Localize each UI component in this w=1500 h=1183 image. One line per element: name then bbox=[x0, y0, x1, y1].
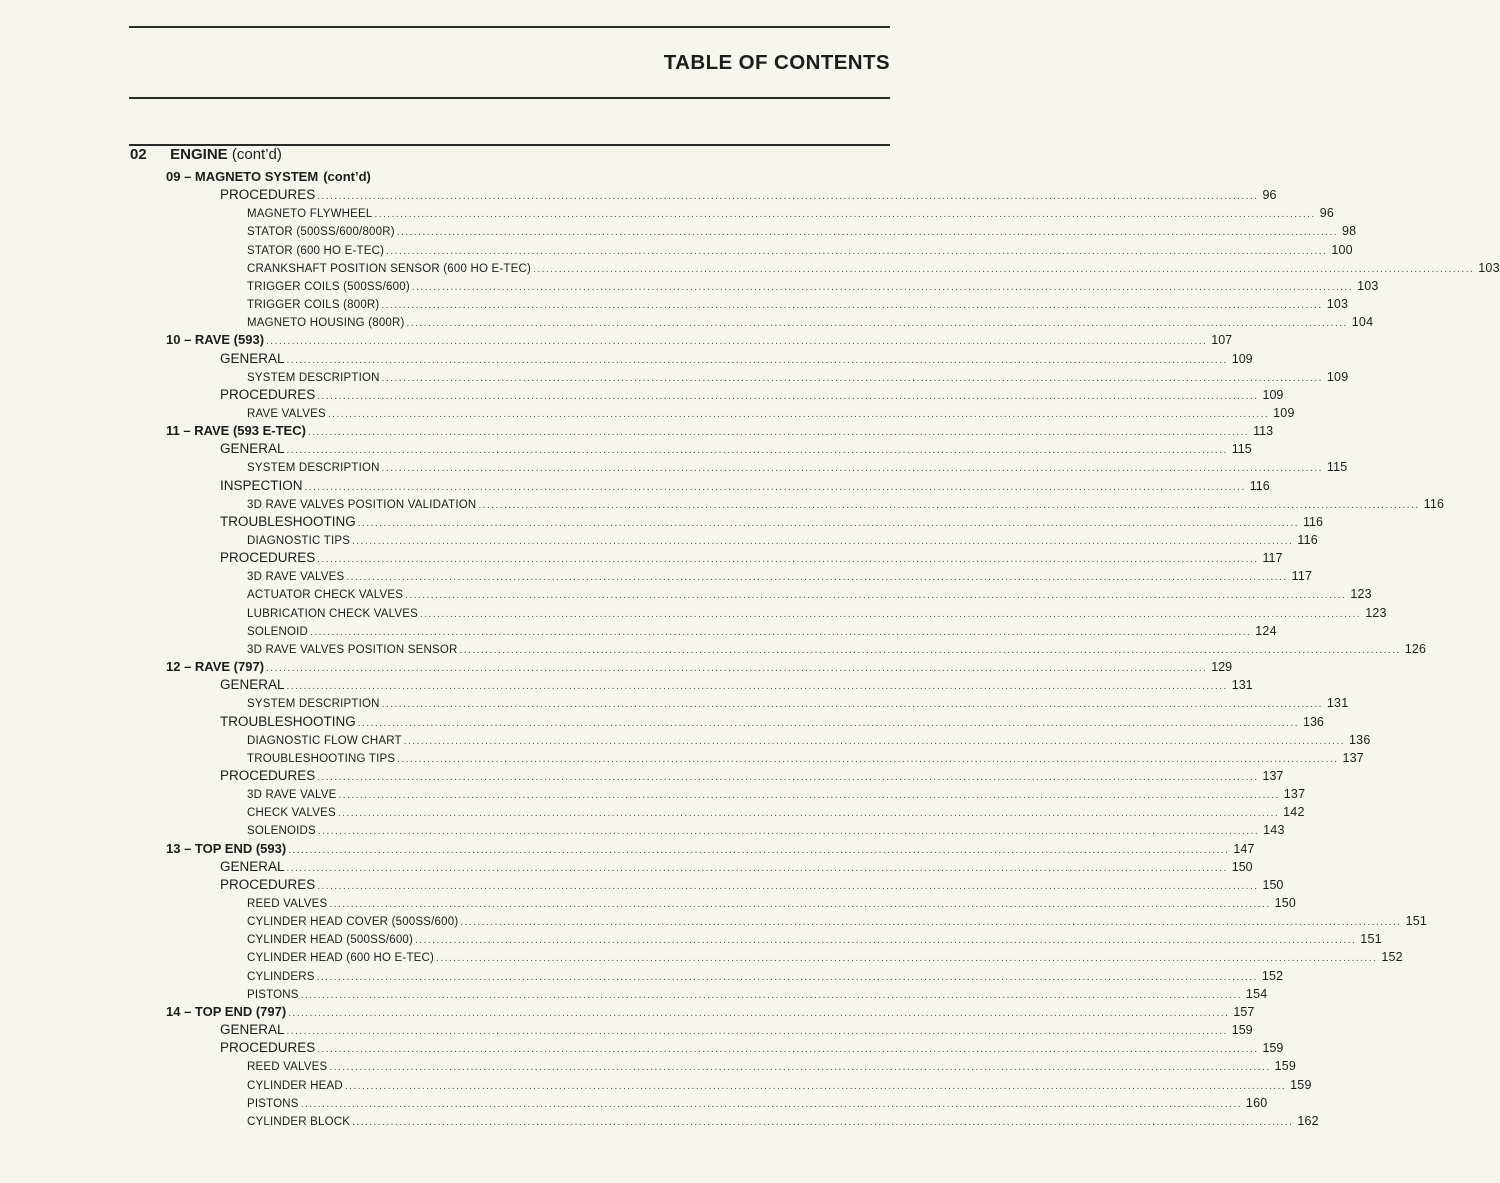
top-rule bbox=[129, 26, 890, 28]
toc-entry-page-number: 150 bbox=[1274, 896, 1297, 910]
toc-entry-level-3[interactable] bbox=[247, 948, 1403, 966]
toc-entry-label: CYLINDER HEAD (500SS/600) bbox=[247, 934, 414, 947]
dot-leader: ............................................................................................................................................................................................................................ bbox=[381, 372, 1323, 384]
dot-leader: ............................................................................................................................................................................................................................ bbox=[381, 463, 1323, 475]
toc-entry-page-number: 159 bbox=[1231, 1023, 1253, 1038]
toc-entry-level-3[interactable] bbox=[247, 204, 1335, 222]
toc-entry-page-number: 129 bbox=[1211, 660, 1233, 675]
toc-entry-level-3[interactable] bbox=[247, 785, 1306, 803]
toc-entry-level-3[interactable] bbox=[247, 259, 1500, 277]
toc-entry-page-number: 116 bbox=[1249, 478, 1270, 493]
dot-leader: ............................................................................................................................................................................................................................ bbox=[286, 354, 1228, 366]
toc-entry-page-number: 157 bbox=[1233, 1004, 1255, 1019]
toc-entry-level-3[interactable] bbox=[247, 404, 1295, 422]
toc-entry-page-number: 154 bbox=[1245, 986, 1268, 1001]
toc-entry-page-number: 159 bbox=[1262, 1041, 1284, 1056]
toc-entry-label: TROUBLESHOOTING bbox=[220, 713, 356, 729]
toc-entry-level-3[interactable] bbox=[247, 985, 1268, 1003]
toc-entry-label: CYLINDER HEAD (600 HO E-TEC) bbox=[247, 952, 435, 965]
dot-leader: ............................................................................................................................................................................................................................ bbox=[266, 663, 1208, 675]
toc-entry-page-number: 162 bbox=[1297, 1113, 1319, 1128]
toc-entry-level-3[interactable] bbox=[247, 749, 1364, 767]
toc-entry-page-number: 136 bbox=[1349, 732, 1371, 747]
dot-leader: ............................................................................................................................................................................................................................ bbox=[344, 1080, 1287, 1092]
dot-leader: ............................................................................................................................................................................................................................ bbox=[307, 427, 1250, 439]
toc-entry-page-number: 109 bbox=[1262, 387, 1284, 402]
toc-entry-label: LUBRICATION CHECK VALVES bbox=[247, 607, 418, 620]
toc-entry-page-number: 96 bbox=[1262, 188, 1277, 203]
toc-entry-continued: (cont’d) bbox=[323, 169, 371, 184]
dot-leader: ............................................................................................................................................................................................................................ bbox=[338, 790, 1280, 802]
dot-leader: ............................................................................................................................................................................................................................ bbox=[300, 1098, 1242, 1110]
toc-entry-level-3[interactable] bbox=[247, 1112, 1319, 1130]
section-name: ENGINE bbox=[170, 146, 228, 163]
dot-leader: ............................................................................................................................................................................................................................ bbox=[337, 808, 1280, 820]
toc-entry-level-2[interactable] bbox=[220, 549, 1283, 567]
toc-entry-page-number: 103 bbox=[1357, 278, 1379, 293]
dot-leader: ............................................................................................................................................................................................................................ bbox=[352, 1116, 1294, 1128]
dot-leader: ............................................................................................................................................................................................................................ bbox=[288, 844, 1230, 856]
page-title: TABLE OF CONTENTS bbox=[663, 51, 890, 74]
toc-entry-level-2[interactable] bbox=[220, 513, 1323, 531]
toc-entry-label: INSPECTION bbox=[220, 477, 303, 493]
toc-entry-label: STATOR (500SS/600/800R) bbox=[247, 226, 395, 239]
toc-entry-label: PROCEDURES bbox=[220, 876, 316, 892]
dot-leader: ............................................................................................................................................................................................................................ bbox=[352, 536, 1294, 547]
dot-leader: ............................................................................................................................................................................................................................ bbox=[317, 880, 1259, 892]
dot-leader: ............................................................................................................................................................................................................................ bbox=[386, 245, 1328, 257]
toc-entry-page-number: 147 bbox=[1233, 841, 1255, 856]
toc-entry-page-number: 150 bbox=[1262, 877, 1284, 892]
section-number: 02 bbox=[130, 146, 147, 163]
section-heading bbox=[130, 146, 282, 163]
toc-entry-page-number: 142 bbox=[1283, 805, 1305, 820]
toc-entry-page-number: 123 bbox=[1365, 605, 1387, 620]
section-continued: (cont’d) bbox=[231, 146, 282, 163]
toc-entry-label: REED VALVES bbox=[247, 1061, 328, 1074]
dot-leader: ............................................................................................................................................................................................................................ bbox=[286, 681, 1228, 693]
toc-entry-page-number: 107 bbox=[1211, 333, 1233, 348]
dot-leader: ............................................................................................................................................................................................................................ bbox=[317, 554, 1259, 566]
toc-entry-label: ACTUATOR CHECK VALVES bbox=[247, 589, 404, 602]
toc-entry-level-3[interactable] bbox=[247, 277, 1379, 295]
dot-leader: ............................................................................................................................................................................................................................ bbox=[317, 390, 1259, 402]
dot-leader: ............................................................................................................................................................................................................................ bbox=[411, 281, 1354, 293]
toc-entry-level-3[interactable] bbox=[247, 1076, 1312, 1094]
toc-entry-label: SOLENOID bbox=[247, 625, 309, 638]
toc-entry-page-number: 136 bbox=[1303, 714, 1324, 729]
toc-entry-level-3[interactable] bbox=[247, 567, 1313, 585]
dot-leader: ............................................................................................................................................................................................................................ bbox=[286, 445, 1228, 457]
toc-entry-label: SYSTEM DESCRIPTION bbox=[247, 462, 380, 475]
toc-entry-page-number: 152 bbox=[1381, 950, 1403, 965]
toc-entry-label: SYSTEM DESCRIPTION bbox=[247, 371, 380, 384]
dot-leader: ............................................................................................................................................................................................................................ bbox=[329, 899, 1271, 910]
toc-entry-label: CYLINDER HEAD COVER (500SS/600) bbox=[247, 916, 459, 929]
toc-entry-page-number: 137 bbox=[1342, 750, 1364, 765]
toc-entry-page-number: 151 bbox=[1405, 914, 1428, 929]
toc-entry-level-2[interactable] bbox=[220, 186, 1277, 204]
toc-entry-page-number: 159 bbox=[1274, 1059, 1297, 1074]
toc-entry-level-2[interactable] bbox=[220, 386, 1284, 404]
toc-entry-page-number: 103 bbox=[1326, 297, 1349, 312]
dot-leader: ............................................................................................................................................................................................................................ bbox=[286, 1026, 1228, 1038]
toc-entry-level-3[interactable] bbox=[247, 912, 1428, 930]
dot-leader: ............................................................................................................................................................................................................................ bbox=[374, 209, 1316, 221]
toc-entry-page-number: 96 bbox=[1319, 206, 1335, 221]
toc-entry-page-number: 150 bbox=[1231, 859, 1253, 874]
toc-entry-level-2[interactable] bbox=[220, 858, 1253, 876]
dot-leader: ............................................................................................................................................................................................................................ bbox=[533, 263, 1475, 275]
dot-leader: ............................................................................................................................................................................................................................ bbox=[304, 481, 1246, 493]
toc-entry-level-2[interactable] bbox=[220, 477, 1270, 495]
toc-entry-label: CYLINDERS bbox=[247, 970, 315, 983]
dot-leader: ............................................................................................................................................................................................................................ bbox=[415, 935, 1357, 947]
toc-entry-page-number: 103 bbox=[1478, 260, 1500, 275]
toc-entry-level-3[interactable] bbox=[247, 458, 1348, 476]
toc-entry-level-3[interactable] bbox=[247, 1057, 1297, 1075]
dot-leader: ............................................................................................................................................................................................................................ bbox=[357, 517, 1299, 529]
toc-entry-label: STATOR (600 HO E-TEC) bbox=[247, 244, 385, 257]
dot-leader: ............................................................................................................................................................................................................................ bbox=[317, 191, 1259, 203]
toc-entry-level-3[interactable] bbox=[247, 295, 1349, 313]
toc-entry-label: 13 – TOP END (593) bbox=[166, 840, 287, 856]
toc-entry-label: PROCEDURES bbox=[220, 767, 316, 783]
toc-entry-level-2[interactable] bbox=[220, 876, 1284, 894]
toc-entry-page-number: 151 bbox=[1360, 932, 1382, 947]
toc-entry-level-1[interactable] bbox=[166, 840, 1255, 858]
toc-entry-page-number: 109 bbox=[1231, 351, 1253, 366]
toc-entry-label: TRIGGER COILS (800R) bbox=[247, 299, 380, 312]
dot-leader: ............................................................................................................................................................................................................................ bbox=[346, 572, 1288, 584]
dot-leader: ............................................................................................................................................................................................................................ bbox=[397, 753, 1339, 765]
toc-entry-page-number: 160 bbox=[1245, 1095, 1268, 1110]
toc-entry-level-3[interactable] bbox=[247, 803, 1305, 821]
dot-leader: ............................................................................................................................................................................................................................ bbox=[300, 989, 1242, 1001]
toc-entry-level-2[interactable] bbox=[220, 440, 1252, 458]
toc-entry-label: 3D RAVE VALVES POSITION VALIDATION bbox=[247, 498, 477, 511]
toc-entry-level-3[interactable] bbox=[247, 604, 1387, 622]
toc-entry-label: 3D RAVE VALVES bbox=[247, 571, 345, 584]
toc-entry-label: TRIGGER COILS (500SS/600) bbox=[247, 280, 410, 293]
toc-entry-level-3[interactable] bbox=[247, 694, 1349, 712]
dot-leader: ............................................................................................................................................................................................................................ bbox=[419, 608, 1362, 620]
toc-entry-level-3[interactable] bbox=[247, 495, 1445, 513]
title-rule bbox=[129, 97, 890, 99]
toc-entry-page-number: 143 bbox=[1263, 823, 1285, 838]
toc-entry-level-1[interactable] bbox=[166, 422, 1274, 440]
toc-entry-level-3[interactable] bbox=[247, 894, 1297, 912]
toc-entry-page-number: 98 bbox=[1342, 224, 1357, 239]
toc-entry-page-number: 100 bbox=[1331, 242, 1353, 257]
toc-entry-level-3[interactable] bbox=[247, 622, 1277, 640]
toc-entry-label: 14 – TOP END (797) bbox=[166, 1003, 287, 1019]
toc-entry-label: MAGNETO FLYWHEEL bbox=[247, 208, 373, 221]
toc-entry-page-number: 126 bbox=[1404, 641, 1427, 656]
toc-entry-level-3[interactable] bbox=[247, 967, 1284, 985]
toc-entry-page-number: 152 bbox=[1261, 968, 1284, 983]
dot-leader: ............................................................................................................................................................................................................................ bbox=[459, 644, 1401, 656]
dot-leader: ............................................................................................................................................................................................................................ bbox=[310, 626, 1252, 638]
toc-entry-page-number: 113 bbox=[1253, 424, 1274, 439]
toc-entry-level-1[interactable] bbox=[166, 1003, 1255, 1021]
toc-entry-level-2[interactable] bbox=[220, 713, 1324, 731]
dot-leader: ............................................................................................................................................................................................................................ bbox=[405, 590, 1347, 602]
toc-entry-label: 12 – RAVE (797) bbox=[166, 659, 265, 675]
toc-entry-page-number: 137 bbox=[1262, 768, 1284, 783]
toc-entry-page-number: 137 bbox=[1283, 787, 1306, 802]
toc-entry-level-3[interactable] bbox=[247, 930, 1382, 948]
toc-entry-page-number: 116 bbox=[1297, 533, 1318, 547]
toc-entry-page-number: 131 bbox=[1231, 678, 1253, 693]
toc-entry-level-3[interactable] bbox=[247, 731, 1371, 749]
toc-entry-level-3[interactable] bbox=[247, 821, 1285, 839]
toc-entry-label: CYLINDER HEAD bbox=[247, 1079, 343, 1092]
dot-leader: ............................................................................................................................................................................................................................ bbox=[403, 735, 1346, 747]
dot-leader: ............................................................................................................................................................................................................................ bbox=[317, 771, 1259, 783]
toc-entry-level-2[interactable] bbox=[220, 767, 1284, 785]
toc-entry-level-3[interactable] bbox=[247, 531, 1318, 549]
toc-entry-label: GENERAL bbox=[220, 441, 285, 457]
dot-leader: ............................................................................................................................................................................................................................ bbox=[381, 699, 1323, 711]
toc-entry-label: GENERAL bbox=[220, 858, 285, 874]
dot-leader: ............................................................................................................................................................................................................................ bbox=[381, 300, 1323, 312]
dot-leader: ............................................................................................................................................................................................................................ bbox=[406, 318, 1348, 330]
dot-leader: ............................................................................................................................................................................................................................ bbox=[396, 227, 1339, 239]
toc-entry-page-number: 159 bbox=[1290, 1077, 1312, 1092]
dot-leader: ............................................................................................................................................................................................................................ bbox=[316, 971, 1258, 983]
toc-entry-label: RAVE VALVES bbox=[247, 407, 326, 420]
dot-leader: ............................................................................................................................................................................................................................ bbox=[288, 1007, 1230, 1019]
dot-leader: ............................................................................................................................................................................................................................ bbox=[460, 917, 1402, 929]
toc-entry-label: DIAGNOSTIC FLOW CHART bbox=[247, 734, 402, 747]
toc-entry-label: GENERAL bbox=[220, 1022, 285, 1038]
dot-leader: ............................................................................................................................................................................................................................ bbox=[478, 499, 1420, 511]
toc-entry-level-2[interactable] bbox=[220, 350, 1253, 368]
toc-entry-label: 09 – MAGNETO SYSTEM bbox=[166, 169, 319, 184]
toc-entry-level-3[interactable] bbox=[247, 313, 1374, 331]
dot-leader: ............................................................................................................................................................................................................................ bbox=[266, 336, 1208, 348]
toc-entry-label: TROUBLESHOOTING bbox=[220, 513, 356, 529]
toc-entry-page-number: 109 bbox=[1273, 405, 1295, 420]
toc-entry-label: 3D RAVE VALVES POSITION SENSOR bbox=[247, 643, 458, 656]
toc-entry-level-3[interactable] bbox=[247, 1094, 1268, 1112]
toc-entry-label: SYSTEM DESCRIPTION bbox=[247, 698, 380, 711]
toc-entry-label: PROCEDURES bbox=[220, 386, 316, 402]
toc-entry-label: GENERAL bbox=[220, 350, 285, 366]
toc-entry-label: CYLINDER BLOCK bbox=[247, 1115, 351, 1128]
toc-entry-label: 10 – RAVE (593) bbox=[166, 332, 265, 348]
toc-entry-label: PROCEDURES bbox=[220, 187, 316, 203]
toc-entry-page-number: 117 bbox=[1262, 551, 1283, 566]
toc-entry-label: REED VALVES bbox=[247, 898, 328, 910]
toc-entry-page-number: 109 bbox=[1326, 369, 1349, 384]
toc-entry-level-2[interactable] bbox=[220, 676, 1253, 694]
toc-entry-level-3[interactable] bbox=[247, 585, 1372, 603]
toc-entry-page-number: 104 bbox=[1351, 315, 1374, 330]
toc-entry-label: 3D RAVE VALVE bbox=[247, 789, 337, 802]
toc-entry-level-3[interactable] bbox=[247, 640, 1427, 658]
dot-leader: ............................................................................................................................................................................................................................ bbox=[286, 862, 1228, 874]
toc-entry-label: PISTONS bbox=[247, 988, 299, 1001]
dot-leader: ............................................................................................................................................................................................................................ bbox=[317, 1044, 1259, 1056]
toc-entry-page-number: 115 bbox=[1326, 460, 1348, 475]
toc-entry-page-number: 116 bbox=[1303, 514, 1323, 529]
toc-entry-level-2[interactable] bbox=[220, 1021, 1253, 1039]
toc-entry-page-number: 124 bbox=[1255, 623, 1277, 638]
toc-entry-level-2[interactable] bbox=[220, 1039, 1284, 1057]
toc-entry-page-number: 116 bbox=[1423, 496, 1445, 511]
toc-entry-level-1[interactable] bbox=[166, 658, 1233, 676]
toc-entry-level-3[interactable] bbox=[247, 222, 1357, 240]
toc-entry-label: GENERAL bbox=[220, 677, 285, 693]
toc-entry-level-1[interactable] bbox=[166, 168, 890, 186]
dot-leader: ............................................................................................................................................................................................................................ bbox=[329, 1062, 1271, 1074]
toc-entry-label: CHECK VALVES bbox=[247, 807, 336, 820]
dot-leader: ............................................................................................................................................................................................................................ bbox=[357, 717, 1299, 729]
dot-leader: ............................................................................................................................................................................................................................ bbox=[317, 826, 1260, 838]
toc-entry-label: TROUBLESHOOTING TIPS bbox=[247, 752, 396, 765]
toc-entry-label: 11 – RAVE (593 E-TEC) bbox=[166, 423, 306, 439]
toc-entry-label: SOLENOIDS bbox=[247, 825, 316, 838]
toc-entry-page-number: 123 bbox=[1350, 587, 1372, 602]
toc-entry-page-number: 117 bbox=[1291, 569, 1313, 584]
toc-entry-label: CRANKSHAFT POSITION SENSOR (600 HO E-TEC) bbox=[247, 262, 532, 275]
dot-leader: ............................................................................................................................................................................................................................ bbox=[327, 408, 1270, 420]
toc-entry-level-3[interactable] bbox=[247, 368, 1349, 386]
dot-leader: ............................................................................................................................................................................................................................ bbox=[436, 953, 1378, 965]
toc-entry-level-3[interactable] bbox=[247, 241, 1353, 259]
toc-entry-label: MAGNETO HOUSING (800R) bbox=[247, 317, 405, 330]
toc-entry-label: PROCEDURES bbox=[220, 550, 316, 566]
toc-entry-label: PROCEDURES bbox=[220, 1040, 316, 1056]
toc-entry-label: DIAGNOSTIC TIPS bbox=[247, 535, 351, 547]
toc-entry-page-number: 115 bbox=[1231, 442, 1252, 457]
toc-entry-level-1[interactable] bbox=[166, 331, 1233, 349]
toc-entry-page-number: 131 bbox=[1326, 696, 1349, 711]
toc-entry-label: PISTONS bbox=[247, 1097, 299, 1110]
